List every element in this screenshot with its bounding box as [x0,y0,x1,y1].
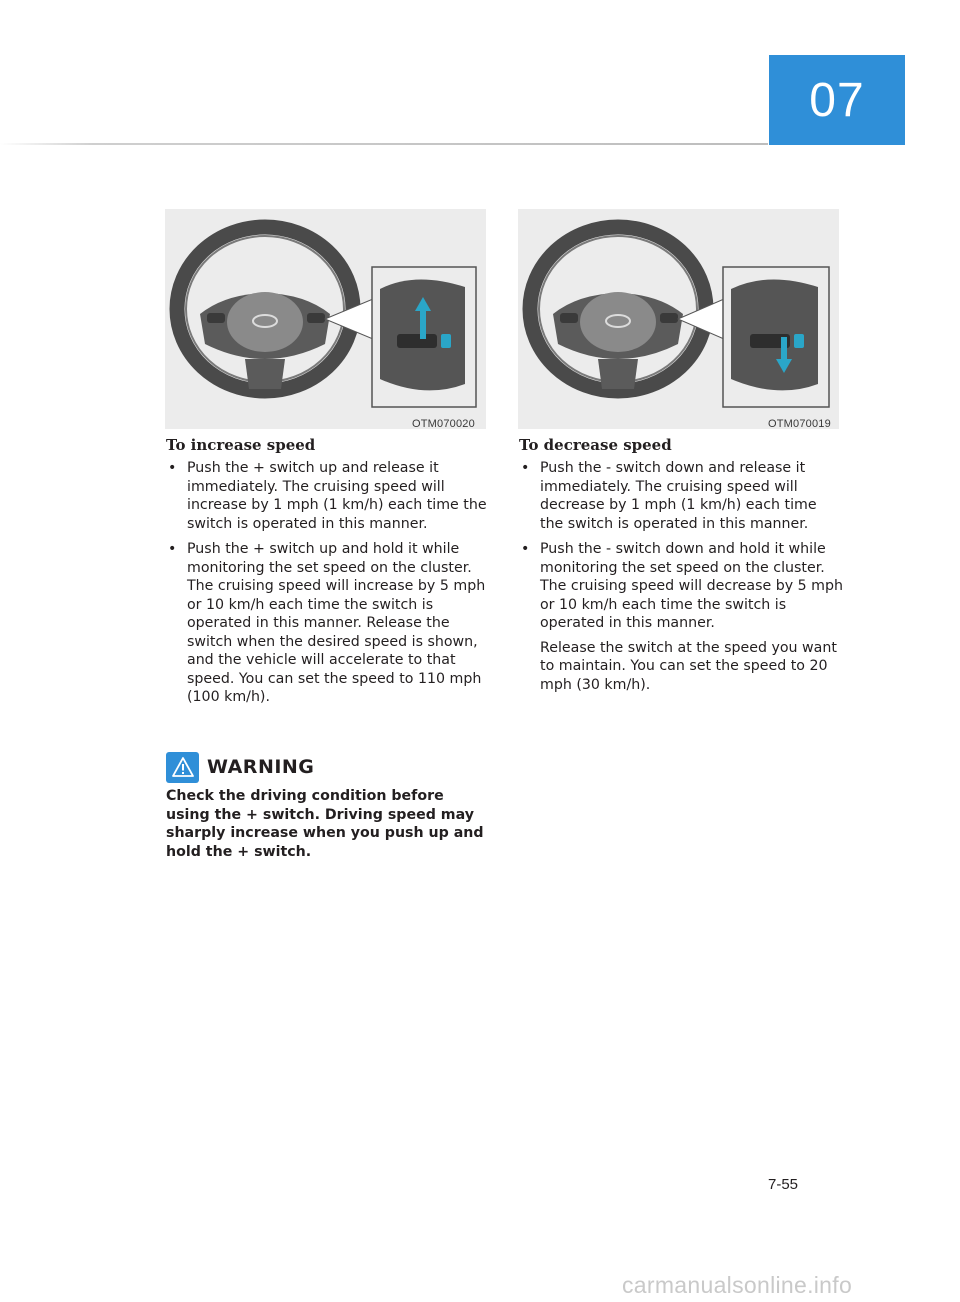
bullet-text-continued: Release the switch at the speed you want to maintain. You can set the speed to 20 mph (30 km/h). [540,639,837,693]
list-item [519,540,844,694]
watermark: carmanualsonline.info [622,1272,853,1298]
decrease-speed-section [519,436,844,701]
warning-box [166,751,491,861]
decrease-speed-list [519,459,844,694]
warning-triangle-icon [166,752,199,783]
switch-closeup-inset [372,267,476,407]
list-item [519,459,844,533]
figure-code-left: OTM070020 [412,418,475,430]
switch-closeup-inset [723,267,829,407]
warning-header [166,751,491,783]
increase-speed-list [166,459,491,707]
increase-speed-heading: To increase speed [166,436,316,454]
bullet-text: Push the + switch up and release it immediately. The cruising speed will increase by 1 mph (1 km/h) each time the switch is operated in this manner. [187,460,487,532]
steering-wheel-decrease-figure [518,209,839,429]
header-rule [0,143,768,145]
figure-code-right: OTM070019 [768,418,831,430]
bullet-dot: • [521,460,530,476]
decrease-speed-heading: To decrease speed [519,436,672,454]
list-item [166,540,491,707]
bullet-text: Push the - switch down and release it immediately. The cruising speed will decrease by 1 mph (1 km/h) each time the switch is operated in this manner. [540,460,817,532]
chapter-number: 07 [809,73,865,127]
steering-wheel-increase-figure [165,209,486,429]
bullet-text: Push the - switch down and hold it while monitoring the set speed on the cluster. The cruising speed will decrease by 5 mph or 10 km/h each time the switch is operated in this manner. [540,541,843,631]
bullet-dot: • [521,541,530,557]
list-item [166,459,491,533]
bullet-dot: • [168,460,177,476]
warning-title: WARNING [207,756,315,778]
increase-speed-section [166,436,491,714]
bullet-dot: • [168,541,177,557]
bullet-text: Push the + switch up and hold it while monitoring the set speed on the cluster. The cruising speed will increase by 5 mph or 10 km/h each time the switch is operated in this manner. Release the switch when the desired speed is shown, and the vehicle will accelerate to that speed. You can set the speed to 110 mph (100 km/h). [187,541,486,705]
chapter-tab [769,55,905,145]
warning-text: Check the driving condition before using the + switch. Driving speed may sharply increase when you push up and hold the + switch. [166,788,484,860]
page-number: 7-55 [768,1176,799,1193]
